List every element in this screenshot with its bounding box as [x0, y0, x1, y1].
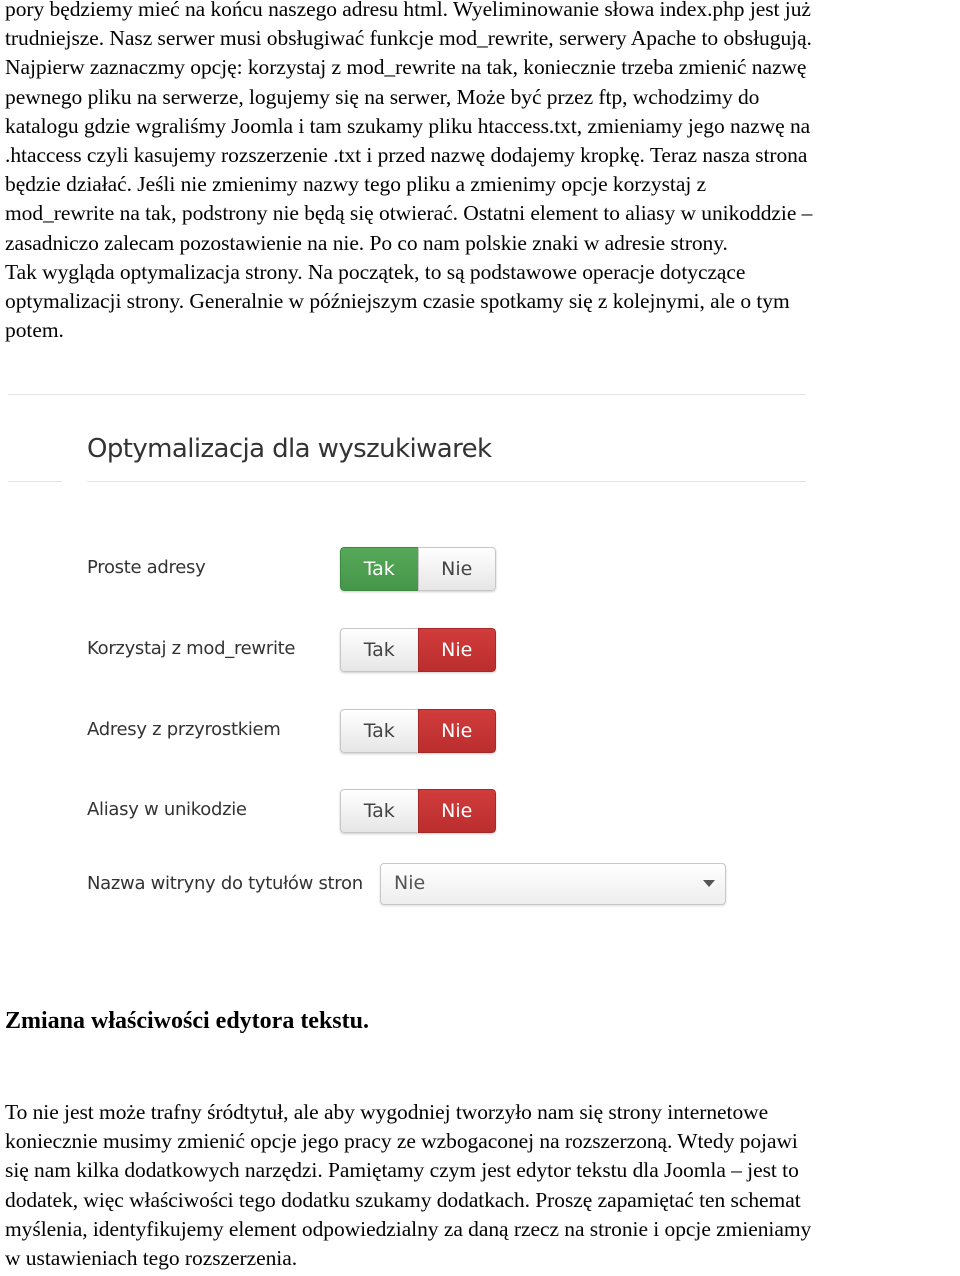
setting-row-mod-rewrite [0, 628, 960, 674]
chevron-down-icon [703, 880, 715, 887]
toggle-yes-button[interactable]: Tak [340, 709, 418, 753]
unicode-aliases-toggle[interactable] [340, 789, 496, 833]
toggle-no-button[interactable]: Nie [418, 789, 497, 833]
body-paragraph: To nie jest może trafny śródtytuł, ale aby wygodniej tworzyło nam się strony internetowe koniecznie musimy zmienić opcje jego pracy ze wzbogaconej na rozszerzoną. Wtedy pojawi się nam kilka dodatkowych narzędzi. Pamiętamy czym jest edytor tekstu dla Joomla – jest to dodatek, więc właściwości tego dodatku szukamy dodatkach. Proszę zapamiętać ten schemat myślenia, identyfikujemy element odpowiedzialny za daną rzecz na stronie i opcje zmieniamy w ustawieniach tego rozszerzenia. [5, 1100, 812, 1271]
setting-label: Aliasy w unikodzie [87, 799, 247, 820]
setting-row-url-suffix [0, 709, 960, 755]
setting-label: Proste adresy [87, 557, 206, 578]
setting-row-unicode-aliases [0, 789, 960, 835]
title-divider [87, 481, 806, 482]
setting-row-site-name [0, 868, 960, 914]
toggle-yes-button[interactable]: Tak [340, 628, 418, 672]
setting-label: Adresy z przyrostkiem [87, 719, 281, 740]
intro-paragraph: pory będziemy mieć na końcu naszego adresu html. Wyeliminowanie słowa index.php jest już trudniejsze. Nasz serwer musi obsługiwać funkcje mod_rewrite, serwery Apache to obsługują. Najpierw zaznaczmy opcję: korzystaj z mod_rewrite na tak, koniecznie trzeba zmienić nazwę pewnego pliku na serwerze, logujemy się na serwer, Może być przez ftp, wchodzimy do katalogu gdzie wgraliśmy Joomla i tam szukamy pliku htaccess.txt, zmieniamy jego nazwę na .htaccess czyli kasujemy rozszerzenie .txt i przed nazwę dodajemy kropkę. Teraz nasza strona będzie działać. Jeśli nie zmienimy nazwy tego pliku a zmienimy opcje korzystaj z mod_rewrite na tak, podstrony nie będą się otwierać. Ostatni element to aliasy w unikoddzie – zasadniczo zalecam pozostawienie na nie. Po co nam polskie znaki w adresie strony. Tak wygląda optymalizacja strony. Na początek, to są podstawowe operacje dotyczące optymalizacji strony. Generalnie w późniejszym czasie spotkamy się z kolejnymi, ale o tym potem. [5, 0, 813, 343]
mod-rewrite-toggle[interactable] [340, 628, 496, 672]
toggle-no-button[interactable]: Nie [418, 547, 497, 591]
setting-label: Korzystaj z mod_rewrite [87, 638, 296, 659]
toggle-no-button[interactable]: Nie [418, 709, 497, 753]
url-suffix-toggle[interactable] [340, 709, 496, 753]
setting-label: Nazwa witryny do tytułów stron [87, 873, 363, 894]
title-divider-left [8, 481, 62, 482]
top-divider [8, 394, 806, 395]
simple-urls-toggle[interactable] [340, 547, 496, 591]
toggle-yes-button[interactable]: Tak [340, 789, 418, 833]
screenshot-title: Optymalizacja dla wyszukiwarek [87, 434, 492, 464]
section-heading: Zmiana właściwości edytora tekstu. [5, 1008, 369, 1034]
toggle-yes-button[interactable]: Tak [340, 547, 418, 591]
site-name-select[interactable] [380, 863, 726, 905]
seo-settings-screenshot [0, 385, 960, 945]
select-value: Nie [394, 872, 426, 894]
toggle-no-button[interactable]: Nie [418, 628, 497, 672]
setting-row-simple-urls [0, 547, 960, 593]
